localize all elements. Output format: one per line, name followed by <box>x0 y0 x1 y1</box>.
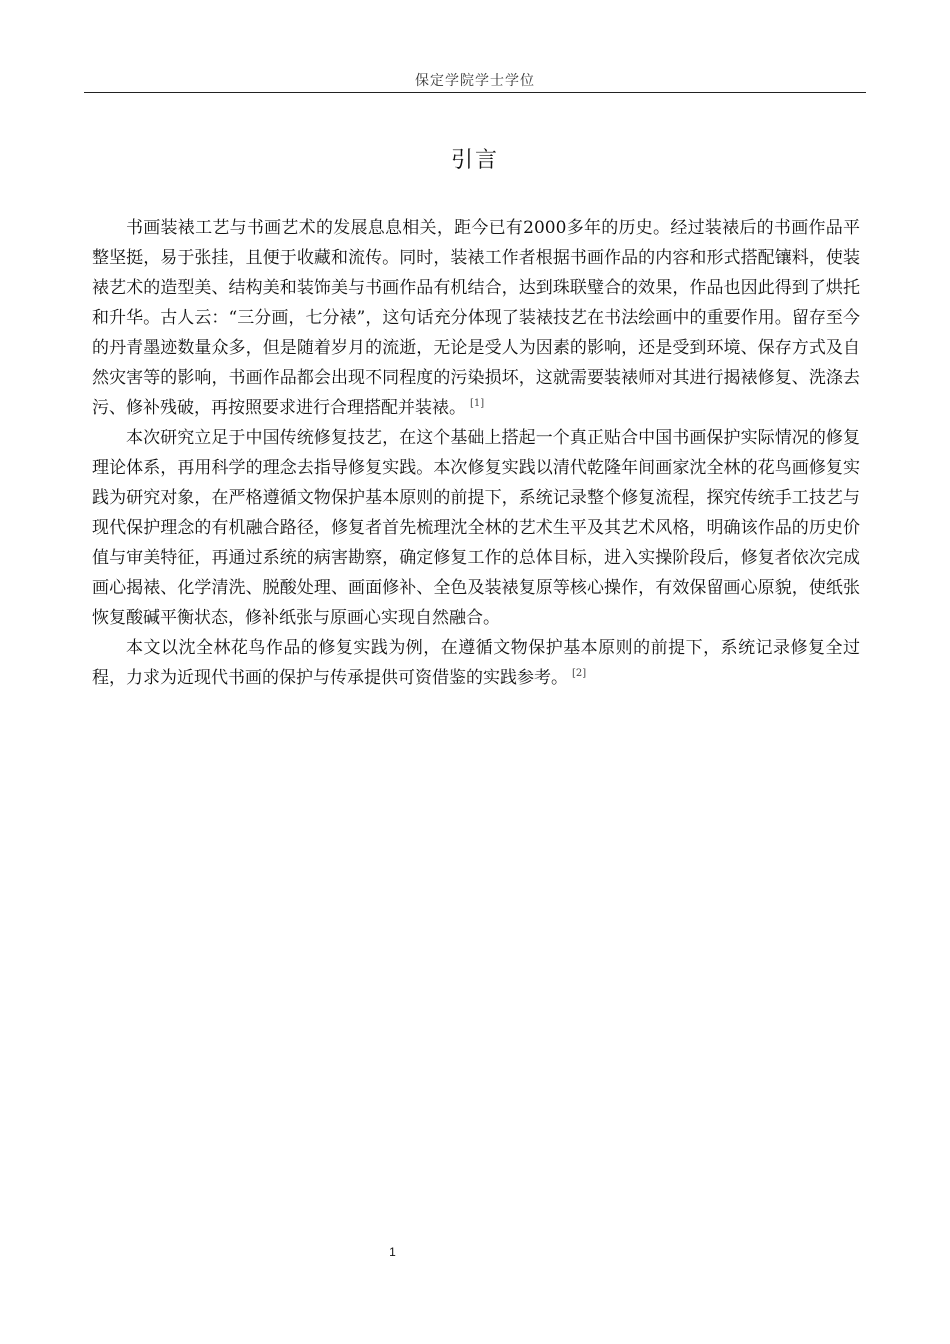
paragraph-3 <box>92 633 860 693</box>
citation-1[interactable]: [1] <box>470 398 485 409</box>
paragraph-2 <box>92 423 860 633</box>
paragraph-2-text: 本次研究立足于中国传统修复技艺，在这个基础上搭起一个真正贴合中国书画保护实际情况的修复理论体系，再用科学的理念去指导修复实践。本次修复实践以清代乾隆年间画家沈全林的花鸟画修复实践为研究对象，在严格遵循文物保护基本原则的前提下，系统记录整个修复流程，探究传统手工技艺与现代保护理念的有机融合路径，修复者首先梳理沈全林的艺术生平及其艺术风格，明确该作品的历史价值与审美特征，再通过系统的病害勘察，确定修复工作的总体目标，进入实操阶段后，修复者依次完成画心揭裱、化学清洗、脱酸处理、画面修补、全色及装裱复原等核心操作，有效保留画心原貌，使纸张恢复酸碱平衡状态，修补纸张与原画心实现自然融合。 <box>92 428 860 628</box>
header-text: 保定学院学士学位 <box>415 73 535 89</box>
paragraph-1 <box>92 213 860 423</box>
section-title: 引言 <box>450 148 499 173</box>
page-header <box>84 70 866 93</box>
citation-2[interactable]: [2] <box>572 668 587 679</box>
page-number: 1 <box>389 1245 396 1259</box>
paragraph-1-text: 书画装裱工艺与书画艺术的发展息息相关，距今已有2000多年的历史。经过装裱后的书画作品平整坚挺，易于张挂，且便于收藏和流传。同时，装裱工作者根据书画作品的内容和形式搭配镶料，使装裱艺术的造型美、结构美和装饰美与书画作品有机结合，达到珠联璧合的效果，作品也因此得到了烘托和升华。古人云：“三分画，七分裱”，这句话充分体现了装裱技艺在书法绘画中的重要作用。留存至今的丹青墨迹数量众多，但是随着岁月的流逝，无论是受人为因素的影响，还是受到环境、保存方式及自然灾害等的影响，书画作品都会出现不同程度的污染损坏，这就需要装裱师对其进行揭裱修复、洗涤去污、修补残破，再按照要求进行合理搭配并装裱。 <box>92 218 860 418</box>
paragraph-3-text: 本文以沈全林花鸟作品的修复实践为例，在遵循文物保护基本原则的前提下，系统记录修复全过程，力求为近现代书画的保护与传承提供可资借鉴的实践参考。 <box>92 638 860 688</box>
body-text <box>92 213 860 693</box>
